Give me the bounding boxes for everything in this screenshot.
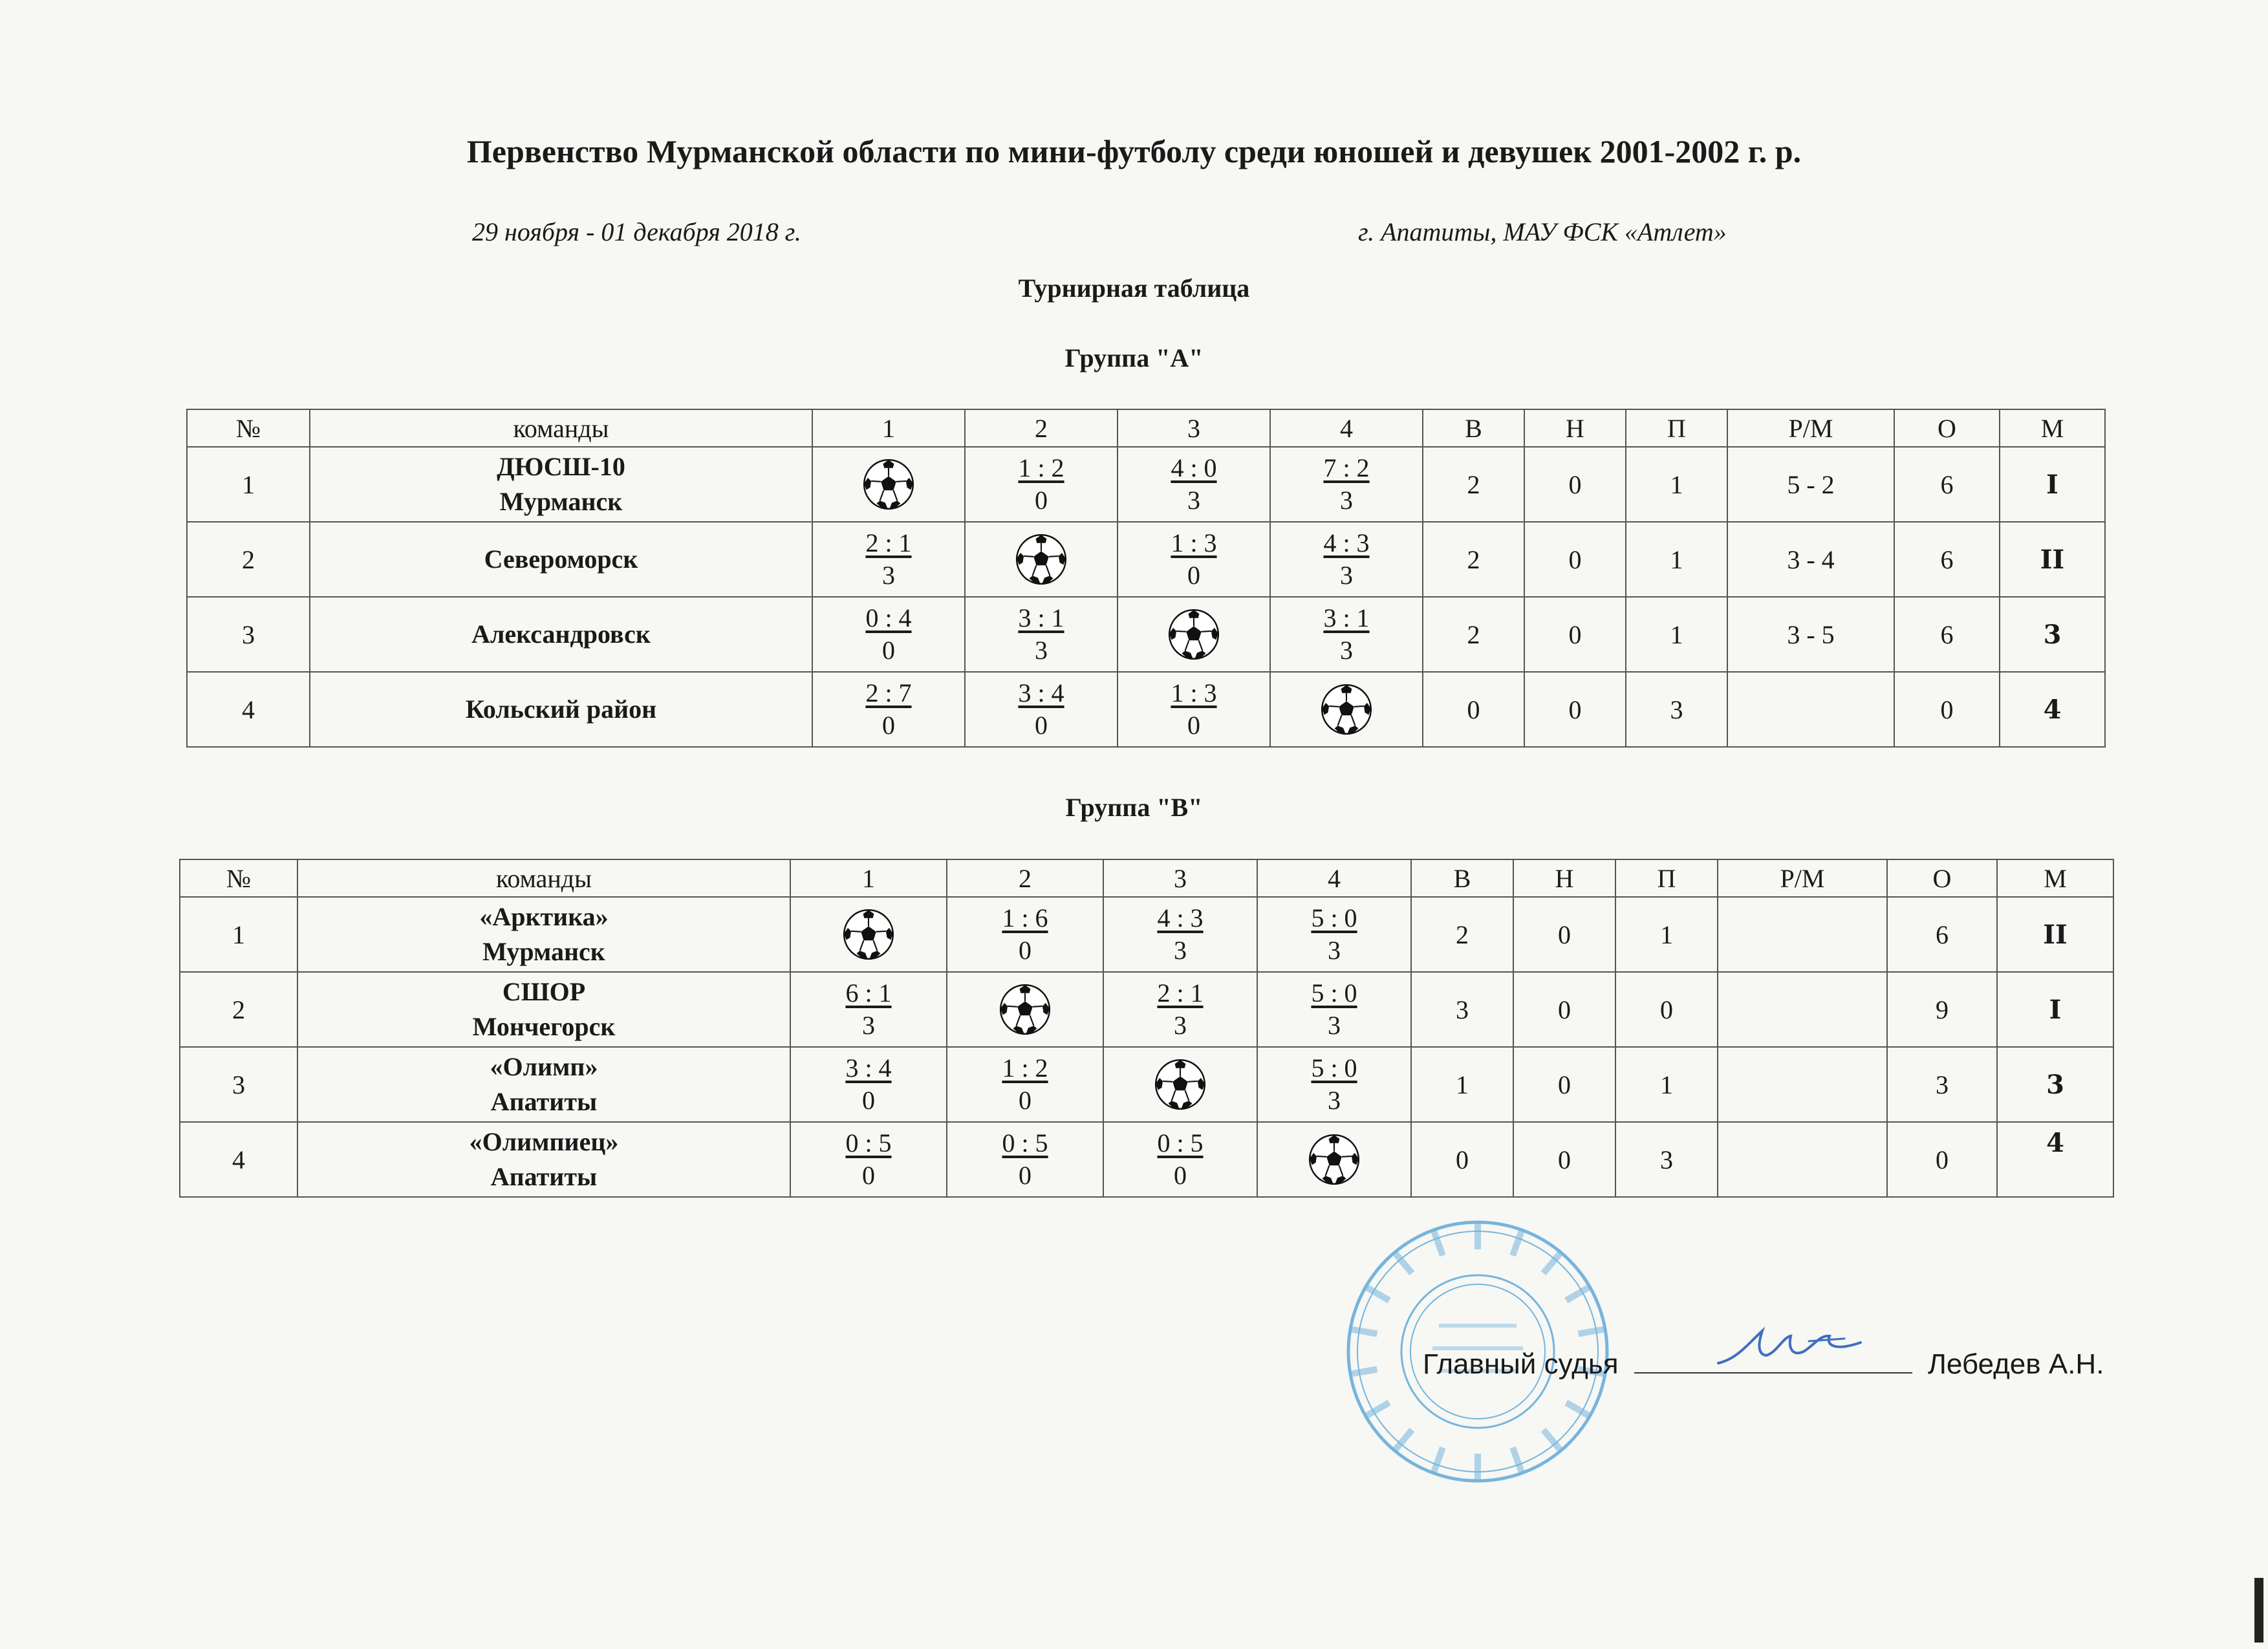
losses: 1 xyxy=(1626,597,1727,672)
team-number: 2 xyxy=(180,972,297,1047)
match-points: 0 xyxy=(882,711,895,740)
goal-difference xyxy=(1718,1122,1887,1197)
goal-difference: 3 - 5 xyxy=(1727,597,1894,672)
soccer-ball-icon xyxy=(1307,1132,1361,1187)
match-points: 0 xyxy=(1019,936,1031,965)
table-row xyxy=(180,1047,2113,1122)
wins: 3 xyxy=(1411,972,1513,1047)
match-score: 0 : 5 xyxy=(1157,1128,1204,1158)
final-place: I xyxy=(1997,972,2113,1047)
column-header: 1 xyxy=(790,859,947,897)
column-header: 1 xyxy=(812,409,965,447)
match-points: 3 xyxy=(1340,636,1353,665)
column-header: О xyxy=(1887,859,1997,897)
draws: 0 xyxy=(1513,897,1615,972)
draws: 0 xyxy=(1513,972,1615,1047)
column-header: М xyxy=(1997,859,2113,897)
team-city: Апатиты xyxy=(490,1162,598,1191)
match-result-cell xyxy=(947,1047,1103,1122)
match-points: 3 xyxy=(1328,1011,1341,1040)
column-header: 2 xyxy=(947,859,1103,897)
soccer-ball-icon xyxy=(861,457,916,512)
soccer-ball-icon xyxy=(1167,607,1221,662)
total-points: 6 xyxy=(1894,597,2000,672)
losses: 1 xyxy=(1626,522,1727,597)
match-score: 1 : 2 xyxy=(1002,1053,1048,1083)
match-score: 0 : 5 xyxy=(1002,1128,1048,1158)
table-heading: Турнирная таблица xyxy=(1018,274,1250,303)
match-points: 0 xyxy=(1187,711,1200,740)
draws: 0 xyxy=(1513,1047,1615,1122)
team-name-cell xyxy=(297,972,790,1047)
team-number: 3 xyxy=(187,597,310,672)
final-place: I xyxy=(2000,447,2105,522)
team-city: Мурманск xyxy=(499,487,623,516)
team-name: «Олимпиец» xyxy=(469,1127,619,1156)
column-header: М xyxy=(2000,409,2105,447)
column-header: 3 xyxy=(1103,859,1257,897)
goal-difference xyxy=(1718,972,1887,1047)
match-result-cell xyxy=(947,897,1103,972)
wins: 2 xyxy=(1423,447,1524,522)
column-header: 4 xyxy=(1270,409,1423,447)
soccer-ball-icon xyxy=(1153,1057,1207,1112)
scan-edge-mark xyxy=(2254,1578,2263,1643)
column-header: 3 xyxy=(1118,409,1270,447)
column-header: Н xyxy=(1513,859,1615,897)
final-place: II xyxy=(1997,897,2113,972)
losses: 1 xyxy=(1626,447,1727,522)
column-header: В xyxy=(1423,409,1524,447)
match-points: 0 xyxy=(1187,561,1200,590)
match-score: 2 : 1 xyxy=(865,528,912,557)
wins: 2 xyxy=(1411,897,1513,972)
self-match-cell xyxy=(1118,597,1270,672)
final-place: 4 xyxy=(2000,672,2105,747)
draws: 0 xyxy=(1524,447,1626,522)
event-venue: г. Апатиты, МАУ ФСК «Атлет» xyxy=(1358,217,1727,246)
match-score: 4 : 0 xyxy=(1171,453,1217,482)
losses: 3 xyxy=(1626,672,1727,747)
losses: 1 xyxy=(1615,1047,1718,1122)
goal-difference: 5 - 2 xyxy=(1727,447,1894,522)
match-result-cell xyxy=(790,1047,947,1122)
group-a-title: Группа "А" xyxy=(1064,343,1204,372)
event-date: 29 ноября - 01 декабря 2018 г. xyxy=(472,217,801,246)
table-row xyxy=(180,897,2113,972)
column-header: О xyxy=(1894,409,2000,447)
group-b-title: Группа "В" xyxy=(1065,793,1203,822)
team-name: «Олимп» xyxy=(490,1052,598,1081)
draws: 0 xyxy=(1524,522,1626,597)
self-match-cell xyxy=(1257,1122,1411,1197)
match-score: 3 : 4 xyxy=(845,1053,892,1083)
team-number: 3 xyxy=(180,1047,297,1122)
losses: 1 xyxy=(1615,897,1718,972)
table-header-row xyxy=(187,409,2105,447)
match-result-cell xyxy=(1118,447,1270,522)
self-match-cell xyxy=(1270,672,1423,747)
wins: 1 xyxy=(1411,1047,1513,1122)
team-city: Мончегорск xyxy=(472,1012,616,1041)
losses: 0 xyxy=(1615,972,1718,1047)
match-result-cell xyxy=(965,672,1118,747)
team-name-cell xyxy=(297,1122,790,1197)
team-number: 1 xyxy=(187,447,310,522)
referee-name: Лебедев А.Н. xyxy=(1928,1348,2104,1380)
match-score: 0 : 5 xyxy=(845,1128,892,1158)
match-points: 3 xyxy=(1340,561,1353,590)
final-place: 3 xyxy=(2000,597,2105,672)
match-points: 3 xyxy=(1174,1011,1187,1040)
team-number: 2 xyxy=(187,522,310,597)
match-points: 3 xyxy=(1340,486,1353,515)
team-number: 4 xyxy=(187,672,310,747)
total-points: 0 xyxy=(1887,1122,1997,1197)
column-header: № xyxy=(187,409,310,447)
team-name-cell xyxy=(310,597,812,672)
column-header: Р/М xyxy=(1718,859,1887,897)
draws: 0 xyxy=(1524,672,1626,747)
self-match-cell xyxy=(947,972,1103,1047)
wins: 2 xyxy=(1423,522,1524,597)
match-score: 1 : 2 xyxy=(1018,453,1064,482)
match-result-cell xyxy=(1270,597,1423,672)
goal-difference: 3 - 4 xyxy=(1727,522,1894,597)
match-score: 5 : 0 xyxy=(1311,978,1357,1008)
match-result-cell xyxy=(965,597,1118,672)
column-header: 2 xyxy=(965,409,1118,447)
match-result-cell xyxy=(1103,1122,1257,1197)
team-name: ДЮСШ-10 xyxy=(497,452,625,481)
group-a-table xyxy=(186,409,2106,748)
match-result-cell xyxy=(1118,672,1270,747)
match-points: 0 xyxy=(882,636,895,665)
team-name-cell xyxy=(310,447,812,522)
match-score: 2 : 1 xyxy=(1157,978,1204,1008)
match-result-cell xyxy=(947,1122,1103,1197)
page-title: Первенство Мурманской области по мини-футболу среди юношей и девушек 2001-2002 г. р. xyxy=(466,133,1802,169)
match-points: 0 xyxy=(862,1086,875,1115)
match-result-cell xyxy=(1257,897,1411,972)
soccer-ball-icon xyxy=(841,907,896,962)
match-result-cell xyxy=(812,597,965,672)
match-score: 3 : 4 xyxy=(1018,678,1064,707)
match-result-cell xyxy=(1118,522,1270,597)
total-points: 9 xyxy=(1887,972,1997,1047)
match-score: 3 : 1 xyxy=(1323,603,1370,632)
match-score: 4 : 3 xyxy=(1157,903,1204,932)
match-score: 7 : 2 xyxy=(1323,453,1370,482)
chief-referee-line xyxy=(1423,1348,2104,1381)
match-score: 1 : 3 xyxy=(1171,528,1217,557)
self-match-cell xyxy=(790,897,947,972)
match-points: 3 xyxy=(862,1011,875,1040)
match-points: 0 xyxy=(1174,1161,1187,1190)
total-points: 6 xyxy=(1894,522,2000,597)
match-result-cell xyxy=(1257,972,1411,1047)
table-row xyxy=(180,1122,2113,1197)
team-name-cell xyxy=(310,522,812,597)
match-result-cell xyxy=(1257,1047,1411,1122)
goal-difference xyxy=(1718,1047,1887,1122)
table-row xyxy=(187,447,2105,522)
match-score: 1 : 3 xyxy=(1171,678,1217,707)
team-name: Кольский район xyxy=(465,695,657,724)
match-score: 6 : 1 xyxy=(845,978,892,1008)
match-points: 3 xyxy=(1328,936,1341,965)
team-city: Мурманск xyxy=(482,937,605,966)
match-points: 3 xyxy=(1035,636,1048,665)
draws: 0 xyxy=(1524,597,1626,672)
team-name: «Арктика» xyxy=(479,902,609,931)
match-points: 0 xyxy=(862,1161,875,1190)
match-points: 3 xyxy=(1187,486,1200,515)
table-header-row xyxy=(180,859,2113,897)
column-header: № xyxy=(180,859,297,897)
match-result-cell xyxy=(1103,897,1257,972)
match-score: 3 : 1 xyxy=(1018,603,1064,632)
match-points: 3 xyxy=(882,561,895,590)
soccer-ball-icon xyxy=(998,982,1052,1037)
match-result-cell xyxy=(1270,447,1423,522)
match-result-cell xyxy=(1270,522,1423,597)
final-place: II xyxy=(2000,522,2105,597)
match-score: 4 : 3 xyxy=(1323,528,1370,557)
total-points: 6 xyxy=(1894,447,2000,522)
total-points: 0 xyxy=(1894,672,2000,747)
column-header: команды xyxy=(297,859,790,897)
match-score: 1 : 6 xyxy=(1002,903,1048,932)
match-score: 5 : 0 xyxy=(1311,1053,1357,1083)
match-result-cell xyxy=(790,1122,947,1197)
match-result-cell xyxy=(965,447,1118,522)
self-match-cell xyxy=(812,447,965,522)
team-name: Североморск xyxy=(484,544,638,574)
team-name: Александровск xyxy=(471,620,651,649)
match-points: 0 xyxy=(1035,711,1048,740)
self-match-cell xyxy=(1103,1047,1257,1122)
column-header: 4 xyxy=(1257,859,1411,897)
match-result-cell xyxy=(1103,972,1257,1047)
column-header: Р/М xyxy=(1727,409,1894,447)
goal-difference xyxy=(1718,897,1887,972)
group-b-table xyxy=(179,859,2114,1198)
total-points: 6 xyxy=(1887,897,1997,972)
draws: 0 xyxy=(1513,1122,1615,1197)
losses: 3 xyxy=(1615,1122,1718,1197)
team-number: 4 xyxy=(180,1122,297,1197)
match-points: 0 xyxy=(1019,1161,1031,1190)
match-score: 5 : 0 xyxy=(1311,903,1357,932)
column-header: В xyxy=(1411,859,1513,897)
wins: 2 xyxy=(1423,597,1524,672)
signature-line xyxy=(1634,1353,1912,1374)
match-result-cell xyxy=(812,672,965,747)
team-name-cell xyxy=(310,672,812,747)
table-row xyxy=(187,672,2105,747)
team-name-cell xyxy=(297,1047,790,1122)
signature-icon xyxy=(1712,1323,1867,1375)
column-header: П xyxy=(1615,859,1718,897)
table-row xyxy=(187,522,2105,597)
column-header: Н xyxy=(1524,409,1626,447)
team-city: Апатиты xyxy=(490,1087,598,1116)
team-name-cell xyxy=(297,897,790,972)
table-row xyxy=(187,597,2105,672)
self-match-cell xyxy=(965,522,1118,597)
referee-role: Главный судья xyxy=(1423,1348,1619,1380)
match-points: 3 xyxy=(1328,1086,1341,1115)
match-points: 0 xyxy=(1035,486,1048,515)
goal-difference xyxy=(1727,672,1894,747)
total-points: 3 xyxy=(1887,1047,1997,1122)
final-place: 4 xyxy=(1997,1122,2113,1197)
team-name: СШОР xyxy=(502,977,586,1006)
table-row xyxy=(180,972,2113,1047)
team-number: 1 xyxy=(180,897,297,972)
match-result-cell xyxy=(790,972,947,1047)
soccer-ball-icon xyxy=(1014,532,1068,587)
column-header: П xyxy=(1626,409,1727,447)
match-points: 0 xyxy=(1019,1086,1031,1115)
wins: 0 xyxy=(1411,1122,1513,1197)
match-score: 2 : 7 xyxy=(865,678,912,707)
soccer-ball-icon xyxy=(1319,682,1374,737)
wins: 0 xyxy=(1423,672,1524,747)
column-header: команды xyxy=(310,409,812,447)
match-result-cell xyxy=(812,522,965,597)
match-points: 3 xyxy=(1174,936,1187,965)
match-score: 0 : 4 xyxy=(865,603,912,632)
final-place: 3 xyxy=(1997,1047,2113,1122)
